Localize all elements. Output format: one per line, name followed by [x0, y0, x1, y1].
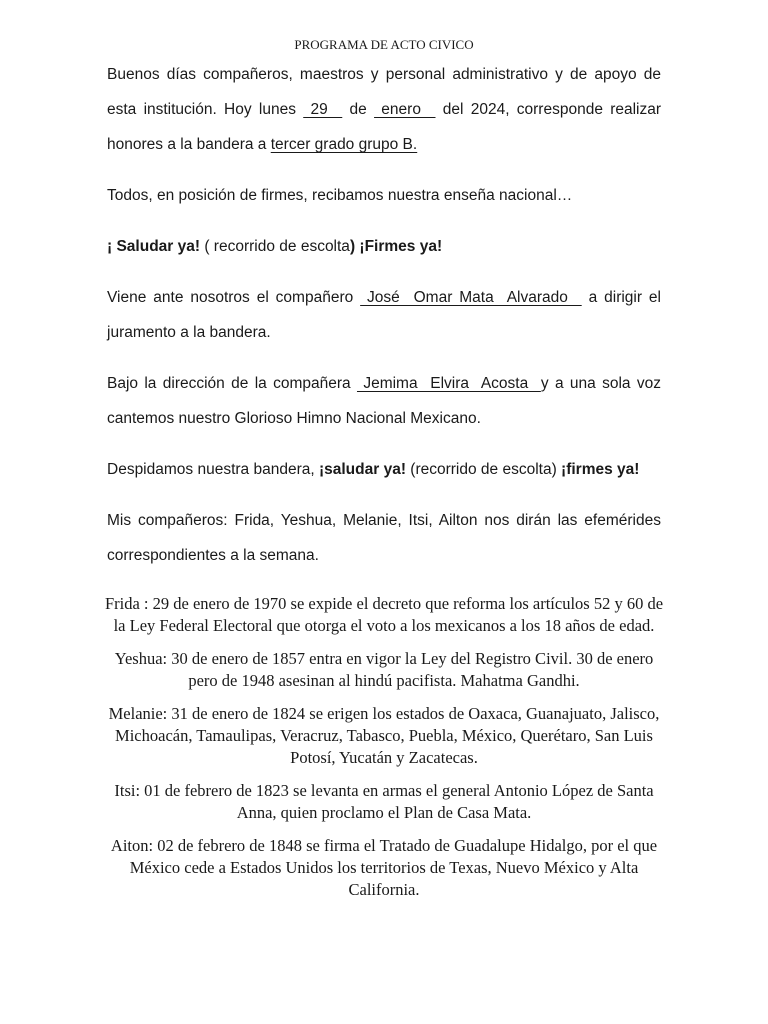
attention-paragraph: Todos, en posición de firmes, recibamos nuestra enseña nacional…: [107, 187, 573, 204]
anthem-paragraph: [107, 366, 661, 436]
greeting-text: Buenos días compañeros, maestros y personal administrativo y de apoyo de esta institución. Hoy lunes: [107, 66, 661, 118]
oath-text: a dirigir el juramento a la bandera.: [107, 289, 661, 341]
farewell-salute: ¡saludar ya!: [318, 461, 406, 478]
oath-intro: Viene ante nosotros el compañero: [107, 289, 361, 306]
day-field: 29: [303, 101, 343, 118]
oath-paragraph: [107, 280, 661, 350]
salute-paragraph: [107, 229, 661, 264]
program-body: [107, 57, 661, 589]
month-field: enero: [374, 101, 436, 118]
ephemeris-item-frida: Frida : 29 de enero de 1970 se expide el decreto que reforma los artículos 52 y 60 de la Ley Federal Electoral que otorga el voto a los mexicanos a los 18 años de edad.: [104, 594, 664, 635]
farewell-text: Despidamos nuestra bandera,: [107, 461, 319, 478]
anthem-intro: Bajo la dirección de la compañera: [107, 375, 357, 392]
escort-note: ( recorrido de escolta: [200, 238, 350, 255]
anthem-leader-name: Jemima Elvira Acosta: [356, 375, 541, 392]
document-title: PROGRAMA DE ACTO CIVICO: [294, 37, 474, 52]
salute-command: ¡ Saludar ya!: [107, 238, 201, 255]
ephemeris-item-itsi: Itsi: 01 de febrero de 1823 se levanta en armas el general Antonio López de Santa Anna, quien proclamo el Plan de Casa Mata.: [114, 781, 654, 822]
firm-command: ) ¡Firmes ya!: [349, 238, 443, 255]
greeting-text-2: del 2024, corresponde realizar honores a la bandera a: [107, 101, 662, 153]
farewell-paragraph: [107, 452, 661, 487]
greeting-paragraph: [107, 57, 661, 162]
anthem-text: y a una sola voz cantemos nuestro Glorioso Himno Nacional Mexicano.: [107, 375, 661, 427]
ephemeris-intro-paragraph: Mis compañeros: Frida, Yeshua, Melanie, Itsi, Ailton nos dirán las efemérides correspondientes a la semana.: [107, 512, 661, 564]
oath-leader-name: José Omar Mata Alvarado: [360, 289, 582, 306]
greeting-connector: de: [342, 101, 375, 118]
ephemeris-item-melanie: Melanie: 31 de enero de 1824 se erigen los estados de Oaxaca, Guanajuato, Jalisco, Michoacán, Tamaulipas, Veracruz, Tabasco, Puebla, México, Querétaro, San Luis Potosí, Yucatán y Zacatecas.: [108, 704, 660, 767]
farewell-firm: ¡firmes ya!: [561, 461, 640, 478]
ephemeris-item-yeshua: Yeshua: 30 de enero de 1857 entra en vigor la Ley del Registro Civil. 30 de enero pero de 1948 asesinan al hindú pacifista. Mahatma Gandhi.: [114, 649, 654, 690]
ephemeris-item-aiton: Aiton: 02 de febrero de 1848 se firma el Tratado de Guadalupe Hidalgo, por el que México cede a Estados Unidos los territorios de Texas, Nuevo México y Alta California.: [110, 836, 658, 899]
ephemeris-list: [100, 593, 668, 912]
farewell-escort: (recorrido de escolta): [405, 461, 562, 478]
group-field: tercer grado grupo B.: [270, 136, 418, 153]
